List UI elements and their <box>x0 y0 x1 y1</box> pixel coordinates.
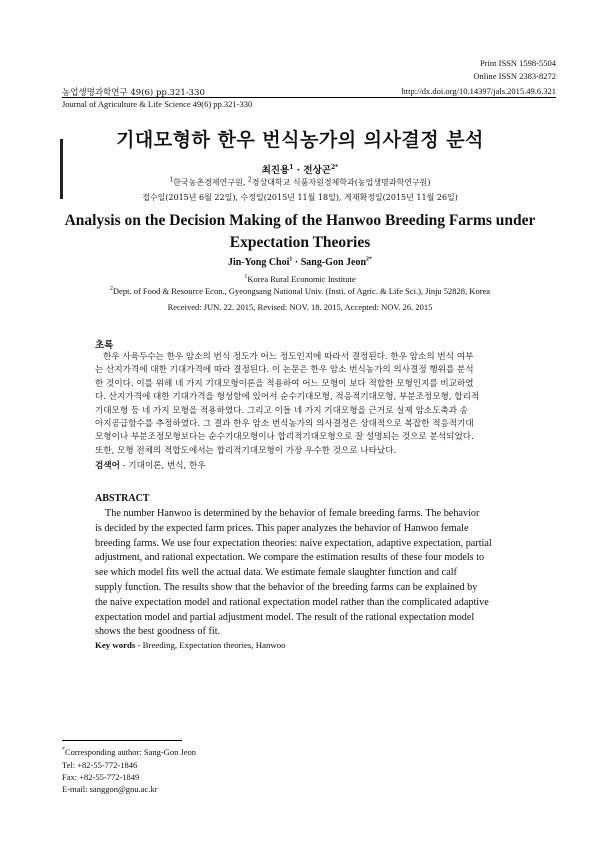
title-english-line-1: Analysis on the Decision Making of the Hanwoo Breeding Farms under <box>64 212 536 229</box>
doi-link[interactable]: http://dx.doi.org/10.14397/jals.2015.49.6.321 <box>401 86 556 96</box>
journal-citation-en: Journal of Agriculture & Life Science 49(6) pp.321-330 <box>62 99 253 109</box>
affiliation-korean: $^1$한국농촌경제연구원, $^2$경상대학교 식품자원경제학과(농업생명과학연구원) <box>169 176 431 187</box>
keywords-text-korean: - 기대이론, 번식, 한우 <box>119 461 206 471</box>
footnote-email[interactable]: E-mail: sanggon@gnu.ac.kr <box>62 784 158 794</box>
keywords-korean <box>95 459 206 471</box>
abstract-en-line: adjustment, and rational expectation. We compare the estimation results of these four models to <box>95 552 485 564</box>
abstract-en-line: is decided by the expected farm prices. This paper analyzes the behavior of Hanwoo female <box>95 522 469 534</box>
title-english <box>0 210 600 254</box>
abstract-body-korean <box>95 351 532 458</box>
abstract-body-english <box>95 507 532 640</box>
journal-citation-ko: 농업생명과학연구 49(6) pp.321-330 <box>62 88 205 98</box>
abstract-en-line: see which model fits well the actual data. We estimate female slaughter function and calf <box>95 567 457 579</box>
abstract-heading-korean: 초록 <box>95 340 114 351</box>
abstract-ko-line: 기대모형 등 네 가지 모형을 적용하였다. 그리고 이들 네 가지 기대모형을 근거로 실제 암소도축과 송 <box>95 405 469 416</box>
abstract-en-line: expectation model and partial adjustment model. The result of the rational expectation model <box>95 611 475 623</box>
author-1-en: Jin-Yong Choi <box>227 257 290 268</box>
abstract-en-line: supply function. The results show that the behavior of the breeding farms can be explained by <box>95 581 478 593</box>
abstract-ko-line: 또한, 모형 전체의 적합도에서는 합리적기대모형이 가장 우수한 것으로 나타났다. <box>95 445 397 456</box>
dates-korean: 접수일(2015년 6월 22일), 수정일(2015년 11월 18일), 게재확정일(2015년 11월 26일) <box>142 193 458 202</box>
footnote-tel: Tel: +82-55-772-1846 <box>62 760 138 770</box>
abstract-en-line: the naive expectation model and rational expectation model rather than the complicated adaptive <box>95 596 489 608</box>
abstract-ko-line: 한 것이다. 이를 위해 네 가지 기대모형이론을 적용하여 어느 모형이 보다 적합한 모형인지를 비교하였 <box>95 378 474 389</box>
author-2-ko: 전상곤 <box>303 165 331 176</box>
keywords-label-english: Key words <box>95 640 136 650</box>
abstract-ko-line: 다. 산지가격에 대한 기대가격을 형성함에 있어서 순수기대모형, 적응적기대모형, 부분조정모형, 합리적 <box>95 392 480 403</box>
print-issn: Print ISSN 1598-5504 <box>479 58 556 68</box>
abstract-en-line: shows the best goodness of fit. <box>95 626 221 638</box>
title-english-line-2: Expectation Theories <box>229 234 371 251</box>
authors-korean: 최진용$^1$ · 전상곤$^{2*}$ <box>261 163 339 176</box>
abstract-heading-english: ABSTRACT <box>95 493 150 504</box>
dates-english: Received: JUN. 22. 2015, Revised: NOV. 18. 2015, Accepted: NOV. 26. 2015 <box>167 302 433 312</box>
footnote-rule <box>62 740 182 741</box>
footnote-fax: Fax: +82-55-772-1849 <box>62 772 140 782</box>
corresponding-author: *Corresponding author: Sang-Gon Jeon <box>62 747 197 757</box>
title-korean: 기대모형하 한우 번식농가의 의사결정 분석 <box>116 129 484 151</box>
author-1-ko: 최진용 <box>261 165 290 176</box>
author-2-en: Sang-Gon Jeon <box>300 257 367 268</box>
online-issn: Online ISSN 2383-8272 <box>473 71 556 81</box>
authors-english: Jin-Yong Choi$^1$ · Sang-Gon Jeon$^{2*}$ <box>227 256 373 268</box>
keywords-english <box>95 640 286 650</box>
abstract-ko-line: 한우 사육두수는 한우 암소의 번식 정도가 어느 정도인지에 따라서 결정된다. 한우 암소의 번식 여부 <box>103 352 474 362</box>
header-rule <box>62 97 556 98</box>
affiliation-english-1: $^1$Korea Rural Economic Institute <box>244 274 356 284</box>
keywords-label-korean: 검색어 <box>95 461 120 471</box>
keywords-text-english: - Breeding, Expectation theories, Hanwoo <box>135 640 286 650</box>
abstract-ko-line: 아지공급함수를 추정하였다. 그 결과 한우 암소 번식농가의 의사결정은 상대적으로 복잡한 적응적기대 <box>95 419 474 430</box>
abstract-en-line: The number Hanwoo is determined by the behavior of female breeding farms. The behavior <box>105 508 480 519</box>
abstract-ko-line: 는 산지가격에 대한 기대가격에 따라 결정된다. 이 논문은 한우 암소 번식농가의 의사결정 행위를 분석 <box>95 365 474 376</box>
affiliation-english-2: $^2$Dept. of Food & Resource Econ., Gyeongsang National Univ. (Insti. of Agric. & Life Sci.), Jinju 52828, Korea <box>109 286 491 296</box>
abstract-ko-line: 모형이나 부분조정모형보다는 순수기대모형이나 합리적기대모형으로 잘 설명되는 것으로 분석되었다. <box>95 432 474 443</box>
abstract-en-line: breeding farms. We use four expectation theories: naive expectation, adaptive expectation, partial <box>95 537 492 549</box>
